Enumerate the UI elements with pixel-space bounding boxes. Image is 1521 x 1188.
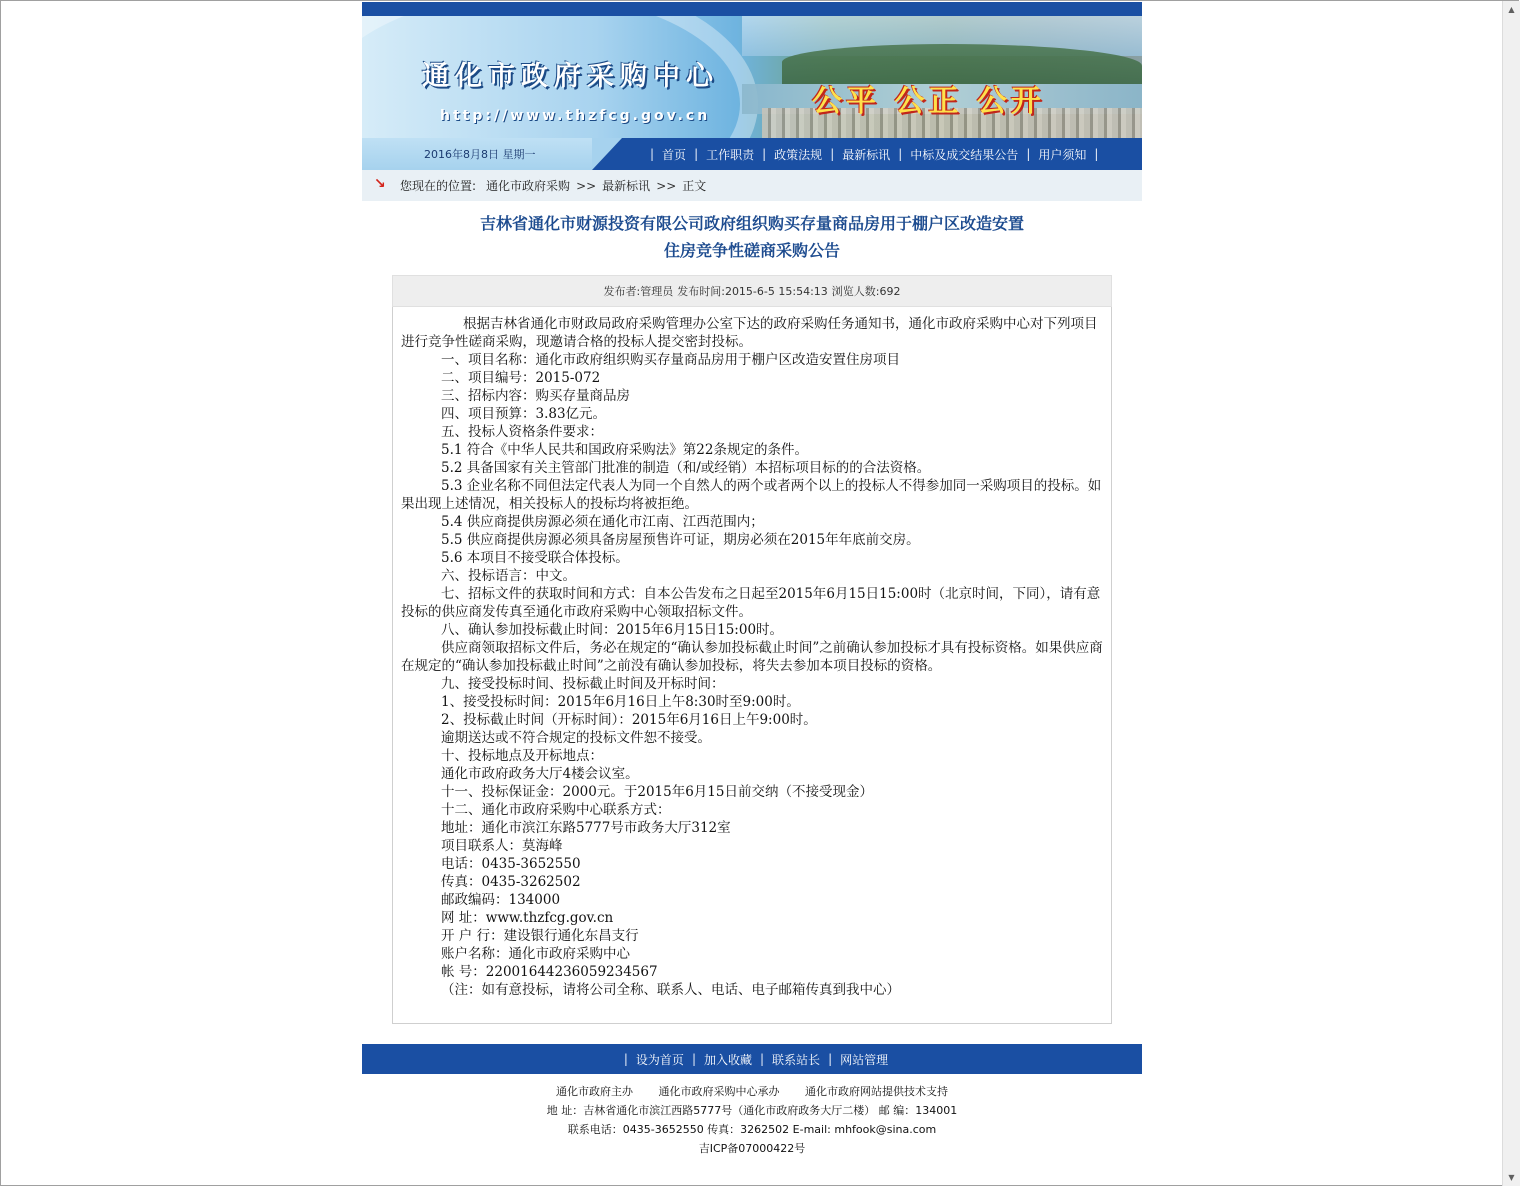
article-paragraph: 三、招标内容：购买存量商品房 <box>441 388 630 404</box>
main-nav <box>362 138 1142 170</box>
nav-results[interactable]: 中标及成交结果公告 <box>910 147 1019 162</box>
article-paragraph: 通化市政府政务大厅4楼会议室。 <box>441 766 639 782</box>
site-url: http://www.thzfcg.gov.cn <box>440 108 711 124</box>
nav-separator: | <box>1094 147 1099 161</box>
top-strip <box>362 2 1142 16</box>
footer-contact: 联系电话：0435-3652550 传真：3262502 E-mail: mhfook@sina.com <box>567 1123 937 1136</box>
footer-tech: 通化市政府网站提供技术支持 <box>805 1085 948 1098</box>
footer-address: 地 址：吉林省通化市滨江西路5777号（通化市政府政务大厅二楼） 邮 编：134001 <box>546 1104 958 1117</box>
article-views: 浏览人数:692 <box>831 285 901 298</box>
article-paragraph: （注：如有意投标，请将公司全称、联系人、电话、电子邮箱传真到我中心） <box>441 982 900 998</box>
arrow-icon <box>376 181 386 191</box>
nav-duties[interactable]: 工作职责 <box>706 147 755 162</box>
article-paragraph: 逾期送达或不符合规定的投标文件恕不接受。 <box>441 730 711 746</box>
article-paragraph: 帐 号：22001644236059234567 <box>441 964 658 980</box>
article-paragraph: 二、项目编号：2015-072 <box>441 370 601 386</box>
footer-credits <box>362 1082 1142 1101</box>
scroll-up-icon[interactable]: ▲ <box>1508 5 1515 14</box>
breadcrumb-separator: >> <box>576 178 597 193</box>
article-time: 发布时间:2015-6-5 15:54:13 <box>677 285 828 298</box>
current-date: 2016年8月8日 星期一 <box>424 148 536 161</box>
nav-policies[interactable]: 政策法规 <box>774 147 823 162</box>
article-paragraph: 5.2 具备国家有关主管部门批准的制造（和/或经销）本招标项目标的的合法资格。 <box>441 460 931 476</box>
footer-site-admin[interactable]: 网站管理 <box>840 1052 889 1067</box>
site-title: 通化市政府采购中心 <box>422 61 719 92</box>
nav-latest-bids[interactable]: 最新标讯 <box>842 147 891 162</box>
article-paragraph: 1、接受投标时间：2015年6月16日上午8:30时至9:00时。 <box>441 694 800 710</box>
breadcrumb-separator: >> <box>656 178 677 193</box>
site-banner <box>362 16 1142 138</box>
article-paragraph: 九、接受投标时间、投标截止时间及开标时间： <box>441 676 725 692</box>
article-body <box>392 307 1112 1024</box>
article-paragraph: 2、投标截止时间（开标时间）：2015年6月16日上午9:00时。 <box>441 712 817 728</box>
footer-organizer: 通化市政府采购中心承办 <box>658 1085 780 1098</box>
footer-info <box>362 1074 1142 1158</box>
article-paragraph: 四、项目预算：3.83亿元。 <box>441 406 607 422</box>
nav-user-guide[interactable]: 用户须知 <box>1038 147 1087 162</box>
article-paragraph: 5.1 符合《中华人民共和国政府采购法》第22条规定的条件。 <box>441 442 808 458</box>
article-publisher: 发布者:管理员 <box>603 285 674 298</box>
nav-separator: | <box>1026 147 1031 161</box>
footer-add-favorite[interactable]: 加入收藏 <box>703 1052 752 1067</box>
article-paragraph: 开 户 行：建设银行通化东昌支行 <box>441 928 639 944</box>
nav-separator: | <box>694 147 699 161</box>
breadcrumb-current: 正文 <box>682 179 707 193</box>
article-paragraph: 地址：通化市滨江东路5777号市政务大厅312室 <box>441 820 731 836</box>
nav-home[interactable]: 首页 <box>662 147 687 162</box>
vertical-scrollbar[interactable] <box>1502 1 1520 1186</box>
footer-contact-admin[interactable]: 联系站长 <box>772 1052 821 1067</box>
article-paragraph: 5.3 企业名称不同但法定代表人为同一个自然人的两个或者两个以上的投标人不得参加同一采购项目的投标。如果出现上述情况，相关投标人的投标均将被拒绝。 <box>401 478 1102 512</box>
breadcrumb-home[interactable]: 通化市政府采购 <box>486 179 571 193</box>
footer-links <box>362 1044 1142 1074</box>
breadcrumb-latest-bids[interactable]: 最新标讯 <box>602 179 651 193</box>
article-paragraph: 网 址：www.thzfcg.gov.cn <box>441 910 614 926</box>
article-title <box>362 201 1142 264</box>
footer-set-homepage[interactable]: 设为首页 <box>635 1052 684 1067</box>
article-paragraph: 电话：0435-3652550 <box>441 856 581 872</box>
footer-sponsor: 通化市政府主办 <box>556 1085 633 1098</box>
article-paragraph: 供应商领取招标文件后，务必在规定的“确认参加投标截止时间”之前确认参加投标才具有投标资格。如果供应商在规定的“确认参加投标截止时间”之前没有确认参加投标，将失去参加本项目投标的资格。 <box>401 640 1103 674</box>
date-tab <box>362 138 592 170</box>
nav-items <box>642 138 1106 170</box>
page-container <box>362 2 1142 1158</box>
nav-separator: | <box>650 147 655 161</box>
article-paragraph: 七、招标文件的获取时间和方式：自本公告发布之日起至2015年6月15日15:00时（北京时间，下同），请有意投标的供应商发传真至通化市政府采购中心领取招标文件。 <box>401 586 1101 620</box>
article-paragraph: 八、确认参加投标截止时间：2015年6月15日15:00时。 <box>441 622 784 638</box>
nav-separator: | <box>898 147 903 161</box>
article-paragraph: 项目联系人：莫海峰 <box>441 838 563 854</box>
article-paragraph: 十、投标地点及开标地点： <box>441 748 603 764</box>
article-title-line1: 吉林省通化市财源投资有限公司政府组织购买存量商品房用于棚户区改造安置 <box>479 214 1024 233</box>
article-paragraph: 账户名称：通化市政府采购中心 <box>441 946 630 962</box>
article-paragraph: 五、投标人资格条件要求： <box>441 424 603 440</box>
footer-separator: | <box>691 1052 696 1066</box>
article-paragraph: 十二、通化市政府采购中心联系方式： <box>441 802 671 818</box>
breadcrumb <box>362 170 1142 201</box>
article-title-line2: 住房竞争性磋商采购公告 <box>663 241 840 260</box>
article-paragraph: 一、项目名称：通化市政府组织购买存量商品房用于棚户区改造安置住房项目 <box>441 352 900 368</box>
article-paragraph: 十一、投标保证金：2000元。于2015年6月15日前交纳（不接受现金） <box>441 784 873 800</box>
nav-separator: | <box>830 147 835 161</box>
article-paragraph: 5.5 供应商提供房源必须具备房屋预售许可证，期房必须在2015年年底前交房。 <box>441 532 920 548</box>
site-slogan: 公平 公正 公开 <box>812 84 1045 119</box>
scroll-down-icon[interactable]: ▼ <box>1508 1173 1515 1182</box>
article-paragraph: 5.4 供应商提供房源必须在通化市江南、江西范围内； <box>441 514 764 530</box>
article-paragraph: 邮政编码：134000 <box>441 892 561 908</box>
article-paragraph: 六、投标语言：中文。 <box>441 568 576 584</box>
footer-separator: | <box>760 1052 765 1066</box>
breadcrumb-label: 您现在的位置: <box>400 179 477 193</box>
footer-icp: 吉ICP备07000422号 <box>698 1142 806 1155</box>
article-paragraph: 根据吉林省通化市财政局政府采购管理办公室下达的政府采购任务通知书，通化市政府采购中心对下列项目进行竞争性磋商采购，现邀请合格的投标人提交密封投标。 <box>401 316 1098 350</box>
article-meta <box>392 275 1112 307</box>
article-paragraph: 传真：0435-3262502 <box>441 874 581 890</box>
nav-separator: | <box>762 147 767 161</box>
article-paragraph: 5.6 本项目不接受联合体投标。 <box>441 550 629 566</box>
footer-separator: | <box>828 1052 833 1066</box>
footer-separator: | <box>623 1052 628 1066</box>
